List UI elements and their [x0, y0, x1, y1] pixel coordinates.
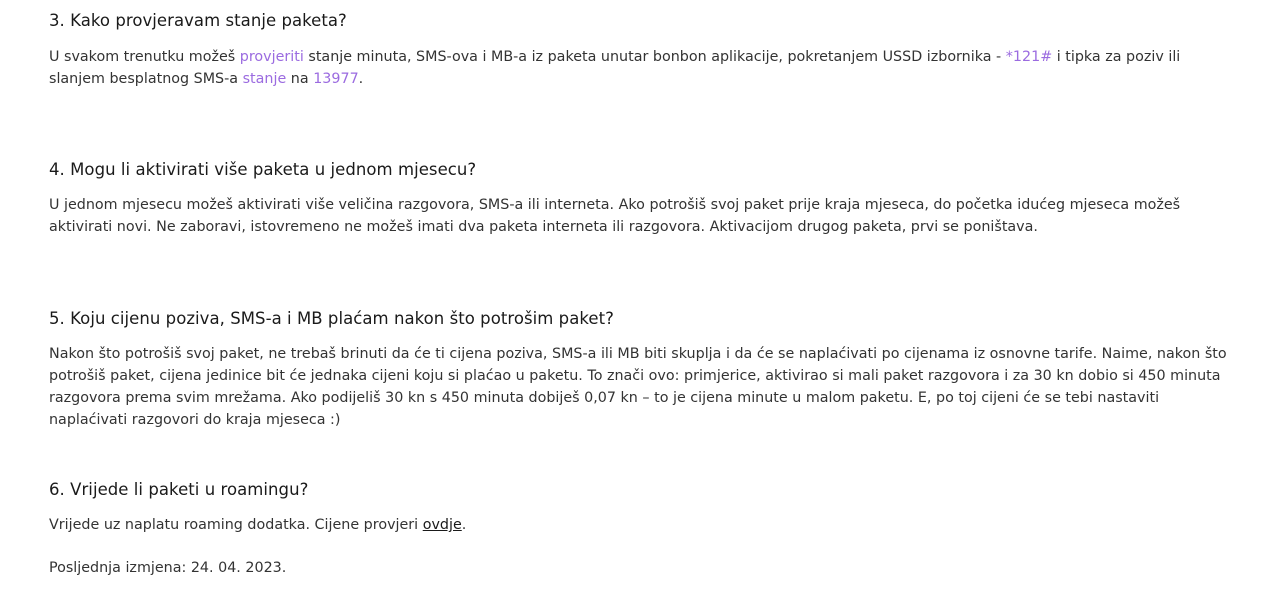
answer-text: na [286, 71, 314, 87]
answer-text: . [358, 71, 364, 87]
faq-answer: U jednom mjesecu možeš aktivirati više veličina razgovora, SMS-a ili interneta. Ako potrošiš svoj paket prije kraja mjeseca, do početka idućeg mjeseca možeš aktivirati novi. Ne zaboravi, istovremeno ne možeš imati dva paketa interneta ili razgovora. Aktivacijom drugog paketa, prvi se poništava. [49, 197, 1181, 235]
last-modified-date: Posljednja izmjena: 24. 04. 2023. [49, 560, 287, 576]
answer-text: U svakom trenutku možeš [49, 49, 240, 65]
answer-text: i tipka za poziv ili slanjem besplatnog SMS-a [49, 49, 1181, 87]
roaming-prices-link[interactable]: ovdje [422, 517, 462, 533]
faq-question-title: 6. Vrijede li paketi u roamingu? [49, 480, 309, 499]
sms-keyword-link[interactable]: stanje [242, 71, 287, 87]
faq-answer [49, 514, 1239, 536]
check-link[interactable]: provjeriti [239, 49, 304, 65]
faq-question-title: 4. Mogu li aktivirati više paketa u jednom mjesecu? [49, 160, 477, 179]
ussd-code-link[interactable]: *121# [1005, 49, 1053, 65]
faq-item-check-package [49, 10, 1239, 90]
faq-item-roaming [49, 479, 1239, 536]
faq-answer: Nakon što potrošiš svoj paket, ne trebaš brinuti da će ti cijena poziva, SMS-a ili MB biti skuplja i da će se naplaćivati po cijenama iz osnovne tarife. Naime, nakon što potrošiš paket, cijena jedinice bit će jednaka cijeni koju si plaćao u paketu. To znači ovo: primjerice, aktivirao si mali paket razgovora i za 30 kn dobio si 450 minuta razgovora prema svim mrežama. Ako podijeliš 30 kn s 450 minuta dobiješ 0,07 kn – to je cijena minute u malom paketu. E, po toj cijeni će se tebi nastaviti naplaćivati razgovori do kraja mjeseca :) [49, 346, 1227, 428]
faq-item-price-after-package [49, 308, 1239, 431]
faq-question-title: 3. Kako provjeravam stanje paketa? [49, 11, 347, 30]
answer-text: Vrijede uz naplatu roaming dodatka. Cijene provjeri [49, 517, 423, 533]
faq-item-multiple-packages [49, 159, 1239, 238]
answer-text: stanje minuta, SMS-ova i MB-a iz paketa unutar bonbon aplikacije, pokretanjem USSD izbornika - [303, 49, 1006, 65]
faq-answer [49, 46, 1239, 90]
faq-question-title: 5. Koju cijenu poziva, SMS-a i MB plaćam nakon što potrošim paket? [49, 309, 614, 328]
sms-number-link[interactable]: 13977 [313, 71, 359, 87]
answer-text: . [461, 517, 467, 533]
